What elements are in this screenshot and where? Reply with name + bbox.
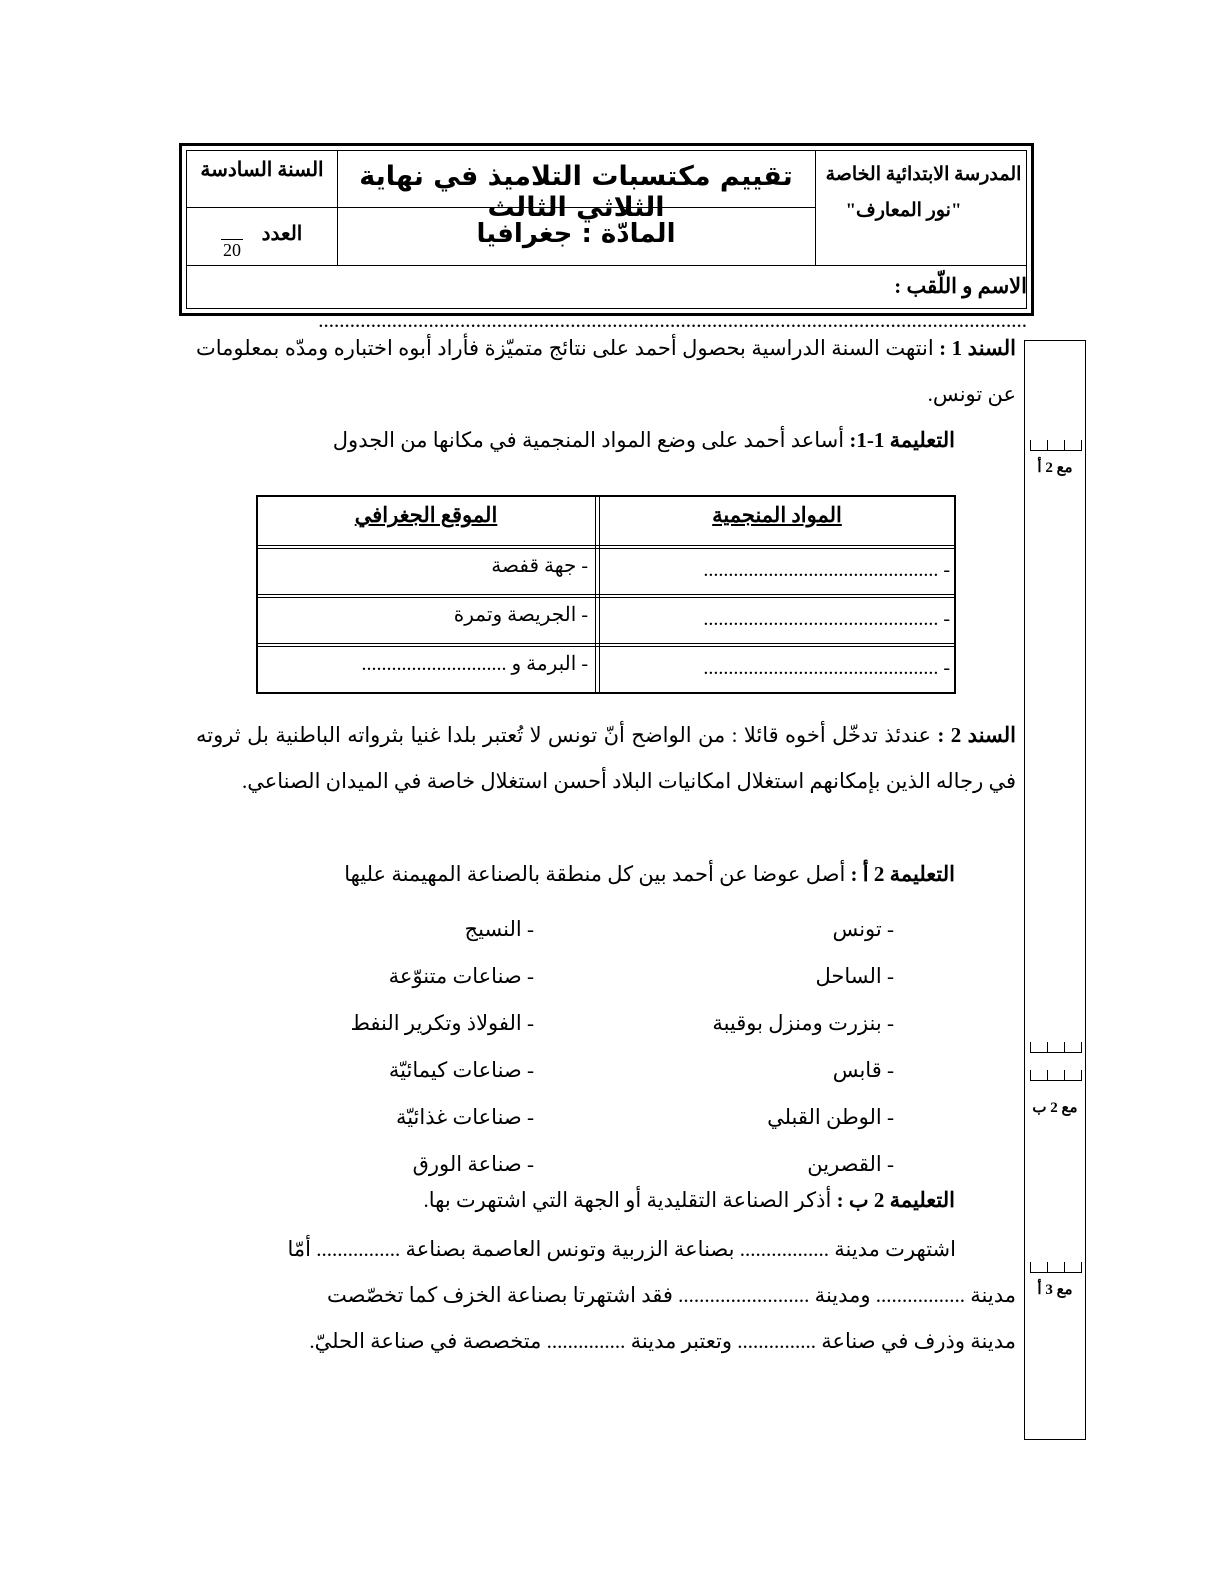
header-inner-frame bbox=[186, 150, 1027, 332]
fill-line-2[interactable]: مدينة ................. ومدينة ......................... فقد اشتهرتا بصناعة الخزف كما تخصّصت bbox=[327, 1283, 1016, 1307]
table-cell-material-1[interactable]: - ............................................... bbox=[703, 559, 950, 581]
region-item[interactable]: - تونس bbox=[832, 917, 894, 941]
header-box bbox=[179, 143, 1034, 332]
industry-item[interactable]: - الفولاذ وتكرير النفط bbox=[350, 1011, 534, 1035]
regions-list bbox=[600, 906, 894, 1188]
student-name-line[interactable] bbox=[217, 269, 1027, 332]
fill-line-3[interactable]: مدينة وذرف في صناعة ............... وتعتبر مدينة ............... متخصصة في صناعة الحليّ. bbox=[309, 1329, 1016, 1353]
table-cell-material-2[interactable]: - ............................................... bbox=[703, 608, 950, 630]
industry-item[interactable]: - صناعة الورق bbox=[412, 1152, 534, 1176]
region-item[interactable]: - الوطن القبلي bbox=[767, 1105, 894, 1129]
grade-boxes-1[interactable] bbox=[1030, 440, 1082, 451]
document-1-label: السند 1 : bbox=[939, 336, 1016, 360]
document-1-text: انتهت السنة الدراسية بحصول أحمد على نتائج متميّزة فأراد أبوه اختباره ومدّه بمعلومات عن تونس. bbox=[196, 336, 1016, 406]
instruction-2a-text: أصل عوضا عن أحمد بين كل منطقة بالصناعة المهيمنة عليها bbox=[344, 862, 846, 886]
criterion-3a: مع 3 أ bbox=[1037, 1282, 1073, 1298]
region-item[interactable]: - بنزرت ومنزل بوقيبة bbox=[712, 1011, 894, 1035]
grade-boxes-4[interactable] bbox=[1030, 1262, 1082, 1273]
grade-level: السنة السادسة bbox=[200, 159, 324, 181]
document-2-text: عندئذ تدخّل أخوه قائلا : من الواضح أنّ تونس لا تُعتبر بلدا غنيا بثرواته الباطنية بل ثروته في رجاله الذين بإمكانهم استغلال امكانيات البلاد أحسن استغلال خاصة في الميدان الصناعي. bbox=[196, 723, 1016, 793]
grade-boxes-3[interactable] bbox=[1030, 1070, 1082, 1081]
name-blank[interactable]: ....................................................................................................................................... bbox=[318, 308, 1027, 332]
instruction-2b bbox=[300, 1184, 955, 1216]
grade-boxes-2[interactable] bbox=[1030, 1042, 1082, 1053]
score-label: العدد bbox=[261, 223, 303, 245]
instruction-2b-label: التعليمة 2 ب : bbox=[836, 1188, 955, 1212]
instruction-1-1 bbox=[300, 424, 955, 456]
instruction-1-1-text: أساعد أحمد على وضع المواد المنجمية في مكانها من الجدول bbox=[332, 428, 845, 452]
fill-in-paragraph[interactable] bbox=[196, 1226, 1016, 1364]
score-fraction bbox=[217, 221, 247, 261]
industry-item[interactable]: - صناعات كيمائيّة bbox=[388, 1058, 534, 1082]
instruction-2a bbox=[300, 858, 955, 890]
region-item[interactable]: - القصرين bbox=[807, 1152, 894, 1176]
industry-item[interactable]: - صناعات متنوّعة bbox=[388, 964, 534, 988]
region-item[interactable]: - قابس bbox=[832, 1058, 894, 1082]
table-cell-material-3[interactable]: - ............................................... bbox=[703, 657, 950, 679]
table-cell-location-2: - الجريصة وتمرة bbox=[453, 604, 588, 626]
criterion-2a: مع 2 أ bbox=[1037, 460, 1073, 476]
subject-title: المادّة : جغرافيا bbox=[476, 219, 676, 249]
name-label: الاسم و اللّقب : bbox=[894, 274, 1027, 298]
materials-table bbox=[256, 495, 956, 694]
school-name bbox=[817, 157, 1030, 261]
score-total: 20 bbox=[223, 240, 241, 260]
criterion-2b: مع 2 ب bbox=[1032, 1100, 1078, 1116]
industry-item[interactable]: - صناعات غذائيّة bbox=[395, 1105, 534, 1129]
fill-line-1[interactable]: اشتهرت مدينة ................. بصناعة الزربية وتونس العاصمة بصناعة ................ أمّا bbox=[287, 1237, 956, 1261]
grading-column bbox=[1024, 340, 1086, 1440]
table-cell-location-3[interactable]: - البرمة و ............................. bbox=[361, 653, 588, 675]
document-2 bbox=[196, 712, 1016, 804]
instruction-2a-label: التعليمة 2 أ : bbox=[850, 862, 955, 886]
industries-list bbox=[300, 906, 534, 1188]
region-item[interactable]: - الساحل bbox=[815, 964, 894, 988]
exam-title: تقييم مكتسبات التلاميذ في نهاية الثلاثي الثالث bbox=[359, 161, 793, 223]
school-name-line2: "نور المعارف" bbox=[845, 200, 962, 221]
document-2-label: السند 2 : bbox=[937, 723, 1016, 747]
school-name-line1: المدرسة الابتدائية الخاصة bbox=[825, 164, 1022, 185]
instruction-2b-text: أذكر الصناعة التقليدية أو الجهة التي اشتهرت بها. bbox=[423, 1188, 832, 1212]
table-cell-location-1: - جهة قفصة bbox=[491, 555, 588, 577]
instruction-1-1-label: التعليمة 1-1: bbox=[849, 428, 955, 452]
document-1 bbox=[196, 325, 1016, 417]
table-header-location: الموقع الجغرافي bbox=[354, 503, 498, 527]
industry-item[interactable]: - النسيج bbox=[464, 917, 534, 941]
table-header-materials: المواد المنجمية bbox=[712, 503, 842, 527]
